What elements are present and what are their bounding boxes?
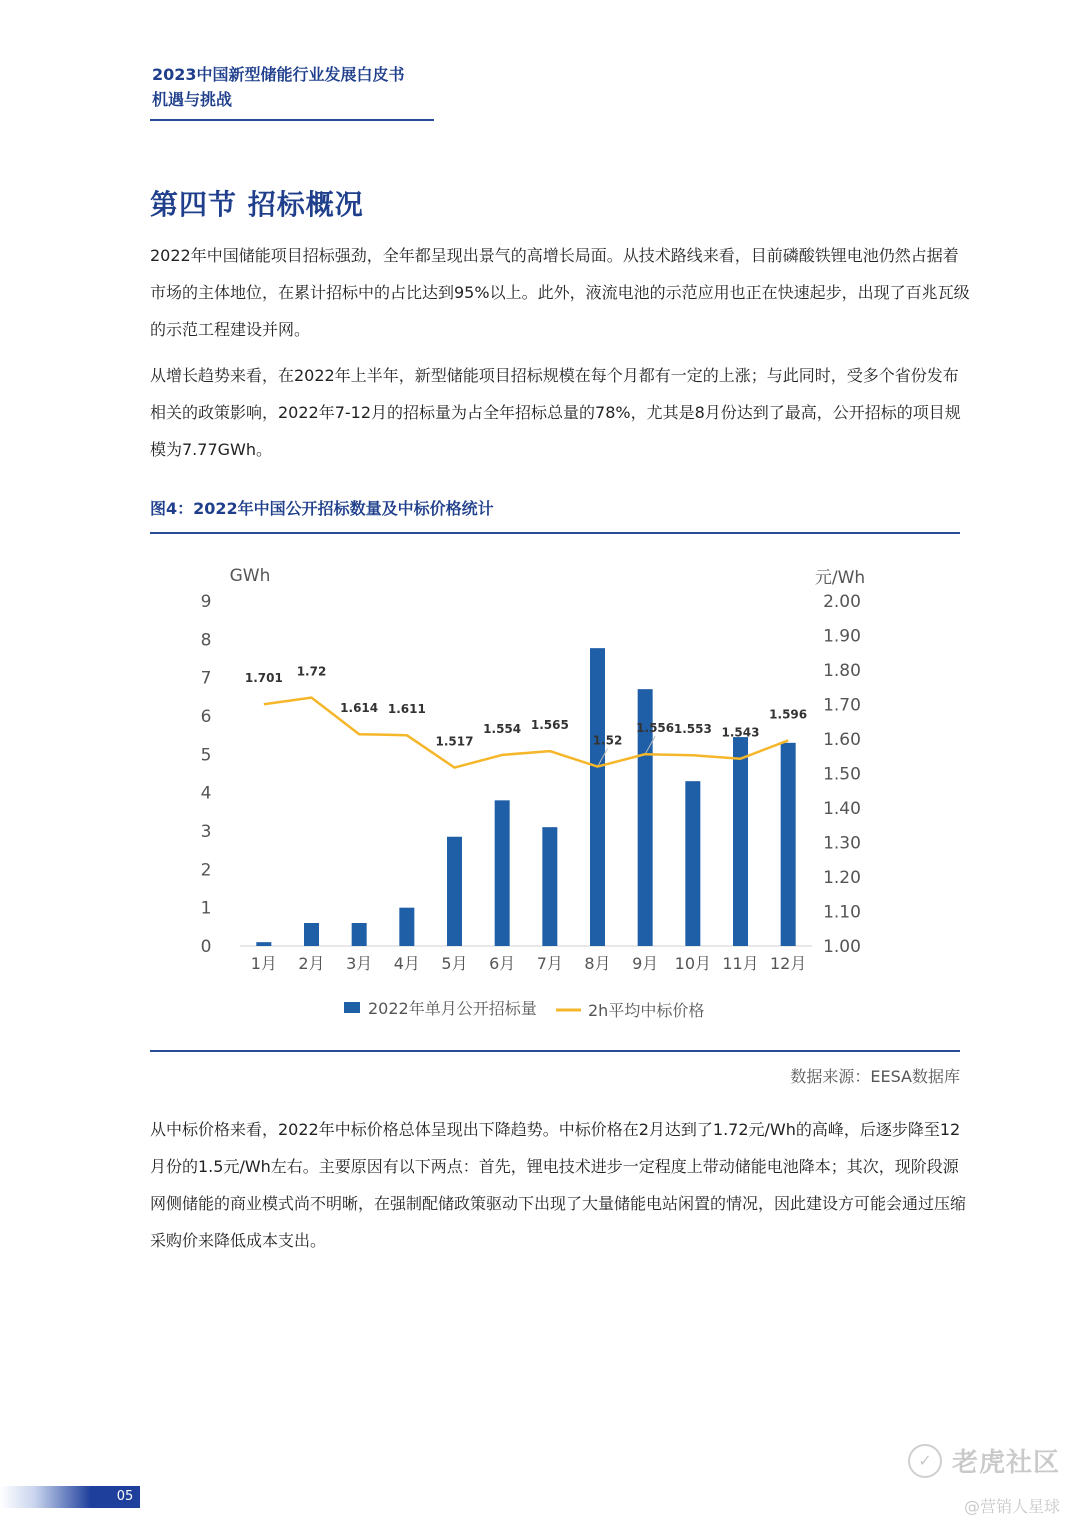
bar-4 [399,908,414,946]
paragraph-3: 从中标价格来看，2022年中标价格总体呈现出下降趋势。中标价格在2月达到了1.72元/Wh的高峰，后逐步降至12月份的1.5元/Wh左右。主要原因有以下两点：首先，锂电技术进步一定程度上带动储能电池降本；其次，现阶段源网侧储能的商业模式尚不明晰，在强制配储政策驱动下出现了大量储能电站闲置的情况，因此建设方可能会通过压缩采购价来降低成本支出。 [150,1120,967,1250]
price-data-label: 1.554 [483,721,522,736]
x-axis-label: 5月 [441,954,468,973]
right-axis-tick: 1.40 [823,799,861,819]
bar-6 [495,800,510,946]
header-divider [150,119,434,121]
x-axis-label: 11月 [722,954,759,973]
x-axis-label: 8月 [584,954,611,973]
bar-1 [256,942,271,946]
left-axis-tick: 9 [200,592,212,612]
bar-11 [733,737,748,946]
bar-line-chart [0,532,1080,1052]
left-axis-tick: 7 [200,668,212,689]
left-axis-tick: 4 [200,783,212,804]
bar-12 [781,743,796,946]
bar-2 [304,923,319,946]
price-data-label: 1.556 [636,721,675,736]
watermark-brand: 老虎社区 [951,1448,1060,1478]
right-axis-tick: 1.70 [823,695,861,716]
paragraph-1: 2022年中国储能项目招标强劲，全年都呈现出景气的高增长局面。从技术路线来看，目前磷酸铁锂电池仍然占据着市场的主体地位，在累计招标中的占比达到95%以上。此外，液流电池的示范应用也正在快速起步，出现了百兆瓦级的示范工程建设并网。 [150,246,970,339]
right-axis-tick: 1.00 [823,937,861,957]
price-data-label: 1.72 [296,664,327,679]
price-data-label: 1.553 [673,722,712,737]
price-data-label: 1.596 [769,707,808,722]
watermark-handle: @营销人星球 [963,1497,1060,1516]
right-axis-tick: 1.50 [823,764,861,785]
bar-7 [542,827,557,946]
right-axis-unit: 元/Wh [814,568,866,588]
x-axis-label: 6月 [489,954,516,973]
right-axis-tick: 1.20 [823,868,861,888]
paragraph-2: 从增长趋势来看，在2022年上半年，新型储能项目招标规模在每个月都有一定的上涨；与此同时，受多个省份发布相关的政策影响，2022年7-12月的招标量为占全年招标总量的78%，尤其是8月份达到了最高，公开招标的项目规模为7.77GWh。 [150,366,961,459]
bar-3 [352,923,367,946]
price-data-label: 1.543 [721,725,760,740]
bar-10 [685,781,700,946]
right-axis-tick: 1.90 [823,626,861,647]
left-axis-tick: 2 [200,860,212,881]
right-axis-tick: 1.60 [823,730,861,750]
right-axis-tick: 1.10 [823,902,861,923]
data-source: 数据来源：EESA数据库 [790,1067,960,1086]
left-axis-tick: 1 [200,898,212,919]
right-axis-tick: 1.30 [823,833,861,854]
price-data-label: 1.611 [387,702,426,717]
left-axis-unit: GWh [229,566,271,586]
header-title: 2023中国新型储能行业发展白皮书 [152,65,405,84]
price-data-label: 1.52 [592,733,623,748]
price-data-label: 1.701 [244,671,283,686]
legend-bar-label: 2022年单月公开招标量 [368,999,537,1018]
right-axis-tick: 2.00 [823,592,861,612]
header-subtitle: 机遇与挑战 [152,90,233,109]
price-data-label: 1.517 [435,734,474,749]
x-axis-label: 7月 [536,954,563,973]
left-axis-tick: 8 [200,630,212,651]
x-axis-label: 3月 [346,954,373,973]
bar-5 [447,837,462,946]
price-data-label: 1.614 [340,701,379,716]
x-axis-label: 4月 [393,954,420,973]
section-title: 第四节 招标概况 [150,188,364,221]
right-axis-tick: 1.80 [823,661,861,681]
x-axis-label: 12月 [769,954,807,973]
figure-bottom-rule [150,1050,960,1052]
document-header [152,62,405,112]
left-axis-tick: 0 [200,937,212,957]
legend-line-label: 2h平均中标价格 [588,1001,705,1020]
left-axis-tick: 6 [200,707,212,727]
x-axis-label: 1月 [250,954,277,973]
left-axis-tick: 3 [200,822,212,842]
x-axis-label: 9月 [632,954,659,973]
x-axis-label: 10月 [674,954,712,973]
left-axis-tick: 5 [200,745,212,766]
x-axis-label: 2月 [298,954,325,973]
bar-8 [590,648,605,946]
figure-title: 图4：2022年中国公开招标数量及中标价格统计 [150,499,494,518]
price-data-label: 1.565 [530,718,569,733]
watermark-logo-icon: ✓ [908,1444,942,1478]
legend-bar-swatch [344,1002,360,1013]
page-number: 05 [116,1489,134,1504]
